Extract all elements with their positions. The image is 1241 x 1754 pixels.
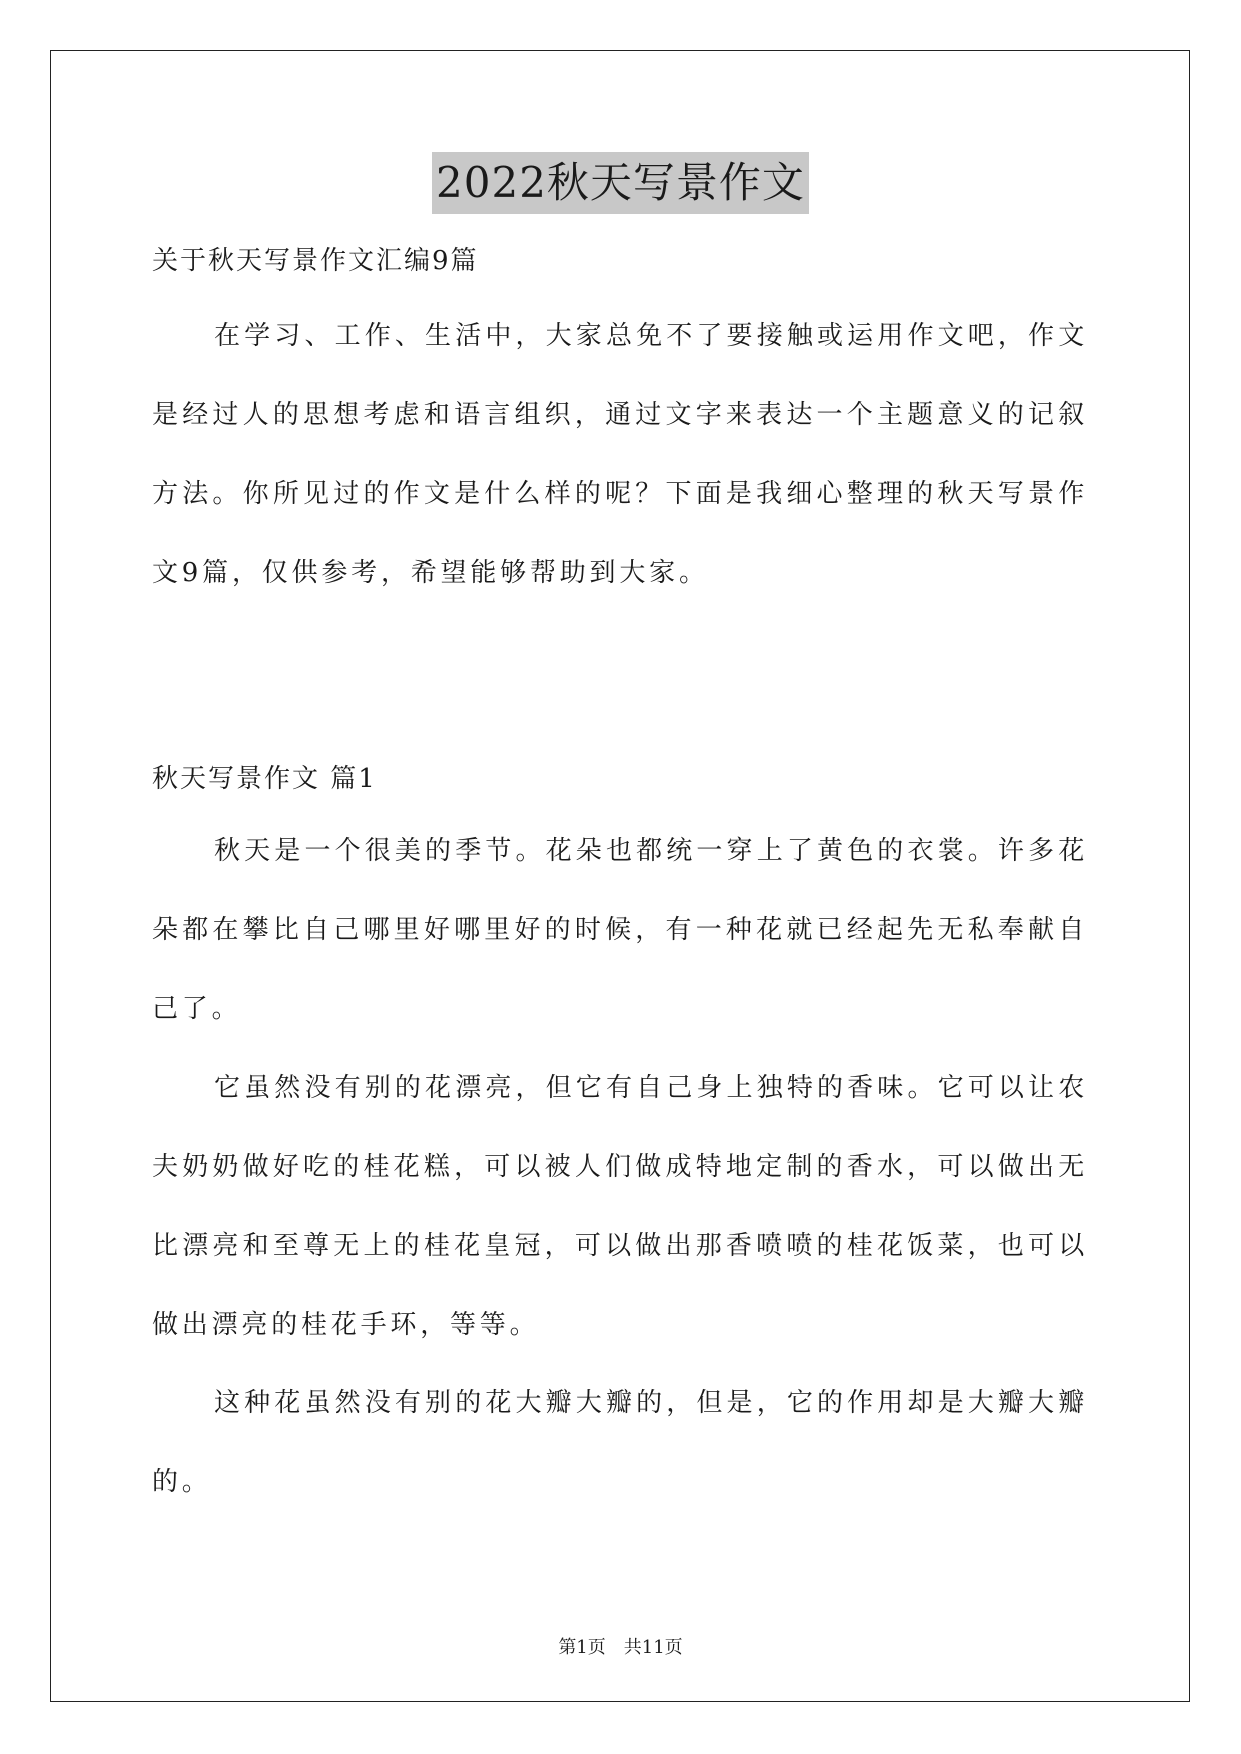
document-subtitle: 关于秋天写景作文汇编9篇: [152, 246, 479, 276]
page-number-footer: 第1页 共11页: [558, 1637, 683, 1658]
title-container: [0, 152, 1241, 214]
document-title: 2022秋天写景作文: [432, 152, 809, 214]
body-paragraph: 这种花虽然没有别的花大瓣大瓣的，但是，它的作用却是大瓣大瓣的。: [152, 1388, 1088, 1497]
intro-paragraph: 在学习、工作、生活中，大家总免不了要接触或运用作文吧，作文是经过人的思想考虑和语言组织，通过文字来表达一个主题意义的记叙方法。你所见过的作文是什么样的呢？下面是我细心整理的秋天写景作文9篇，仅供参考，希望能够帮助到大家。: [152, 321, 1088, 588]
body-paragraph: 秋天是一个很美的季节。花朵也都统一穿上了黄色的衣裳。许多花朵都在攀比自己哪里好哪里好的时候，有一种花就已经起先无私奉献自己了。: [152, 836, 1088, 1024]
body-paragraph: 它虽然没有别的花漂亮，但它有自己身上独特的香味。它可以让农夫奶奶做好吃的桂花糕，可以被人们做成特地定制的香水，可以做出无比漂亮和至尊无上的桂花皇冠，可以做出那香喷喷的桂花饭菜，也可以做出漂亮的桂花手环，等等。: [152, 1073, 1088, 1340]
section-heading: 秋天写景作文 篇1: [152, 764, 377, 794]
